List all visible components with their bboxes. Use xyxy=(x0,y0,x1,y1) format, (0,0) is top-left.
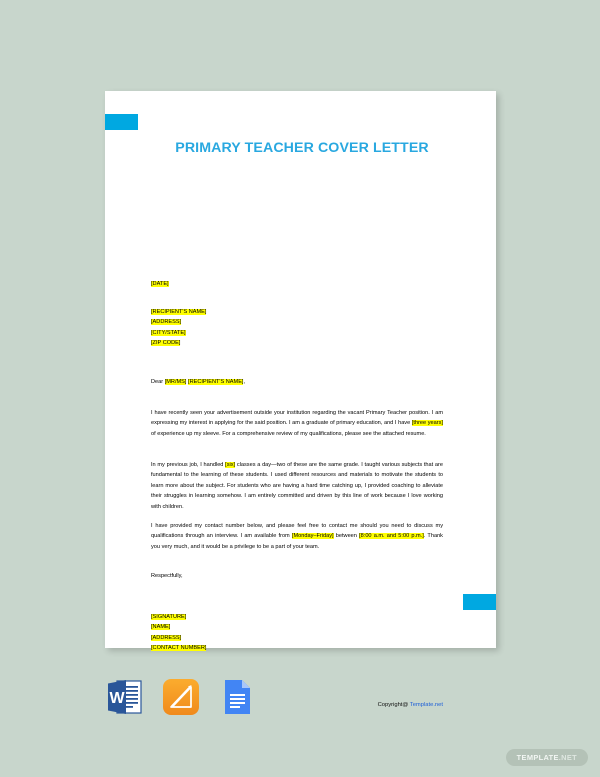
recipient-city-state: [CITY/STATE] xyxy=(151,329,186,336)
salutation-line xyxy=(151,377,443,387)
signature-block xyxy=(151,612,443,654)
date-block xyxy=(151,279,443,289)
microsoft-word-icon[interactable] xyxy=(104,676,146,718)
body-paragraph-3 xyxy=(151,521,443,552)
paragraph-3-highlight-hours: [8:00 a.m. and 5:00 p.m.] xyxy=(359,533,424,540)
accent-block-bottom-right xyxy=(463,594,496,610)
paragraph-2-highlight-classes: [six] xyxy=(225,462,236,468)
salutation-prefix: Dear xyxy=(151,379,165,385)
signature-placeholder: [SIGNATURE] xyxy=(151,614,187,620)
paragraph-1-highlight-years: [three years] xyxy=(411,420,443,427)
recipient-name: [RECIPIENT'S NAME] xyxy=(151,309,207,315)
salutation-suffix: , xyxy=(243,379,246,385)
paragraph-2-text-part-2: classes a day—two of these are the same grade. I taught various subjects that are fundamental to the learning of these students. I used different resources and materials to motivate the students to learn more about the subject. For students who are having a hard time catching up, I provided coaching to alleviate their struggles in learning somehow. I am entirely committed and driven by this line of work because I love working with children. xyxy=(151,462,444,510)
date-placeholder: [DATE] xyxy=(151,281,169,287)
copyright-prefix: Copyright@ xyxy=(377,702,410,708)
document-body xyxy=(151,91,451,708)
apple-pages-icon[interactable] xyxy=(160,676,202,718)
paragraph-1-text-part-2: of experience up my sleeve. For a comprehensive review of my qualifications, please see the attached resume. xyxy=(151,430,426,437)
body-paragraph-2 xyxy=(151,460,443,512)
recipient-block xyxy=(151,307,443,349)
watermark-strong: TEMPLATE xyxy=(516,753,559,762)
sender-address-placeholder: [ADDRESS] xyxy=(151,634,182,641)
accent-block-top-left xyxy=(105,114,138,130)
template-net-link[interactable]: Template.net xyxy=(409,702,443,708)
paragraph-3-text-part-3: . Thank you very much, and it would be a privilege to be a part of your team. xyxy=(151,533,443,550)
sender-name-placeholder: [NAME] xyxy=(151,624,171,631)
recipient-address: [ADDRESS] xyxy=(151,319,182,326)
closing-line: Respectfully, xyxy=(151,573,183,579)
body-paragraph-1 xyxy=(151,408,443,439)
paragraph-1-text-part-1: I have recently seen your advertisement outside your institution regarding the vacant Primary Teacher position. I am expressing my interest in applying for the said position. I am a graduate of primary education, and I have xyxy=(151,410,443,427)
google-docs-icon[interactable] xyxy=(216,676,258,718)
salutation-title-placeholder: [MR/MS] xyxy=(164,379,187,385)
sender-contact-placeholder: [CONTACT NUMBER] xyxy=(151,645,207,652)
format-icon-row xyxy=(104,676,258,718)
recipient-zip: [ZIP CODE] xyxy=(151,340,181,347)
page-title: PRIMARY TEACHER COVER LETTER xyxy=(175,140,429,156)
watermark-dim: .NET xyxy=(558,753,577,762)
template-net-watermark xyxy=(506,749,588,766)
svg-text:W: W xyxy=(109,690,125,707)
salutation-name-placeholder: [RECIPIENT'S NAME] xyxy=(188,379,244,385)
paragraph-2-text-part-1: In my previous job, I handled xyxy=(151,462,226,468)
paragraph-3-highlight-days: [Monday–Friday] xyxy=(291,533,334,540)
document-page xyxy=(105,91,496,708)
paragraph-3-text-part-2: between xyxy=(333,533,360,540)
paragraph-3-text-part-1: I have provided my contact number below, and please feel free to contact me should you need to discuss my qualifications through an interview. I am available from xyxy=(151,523,443,540)
